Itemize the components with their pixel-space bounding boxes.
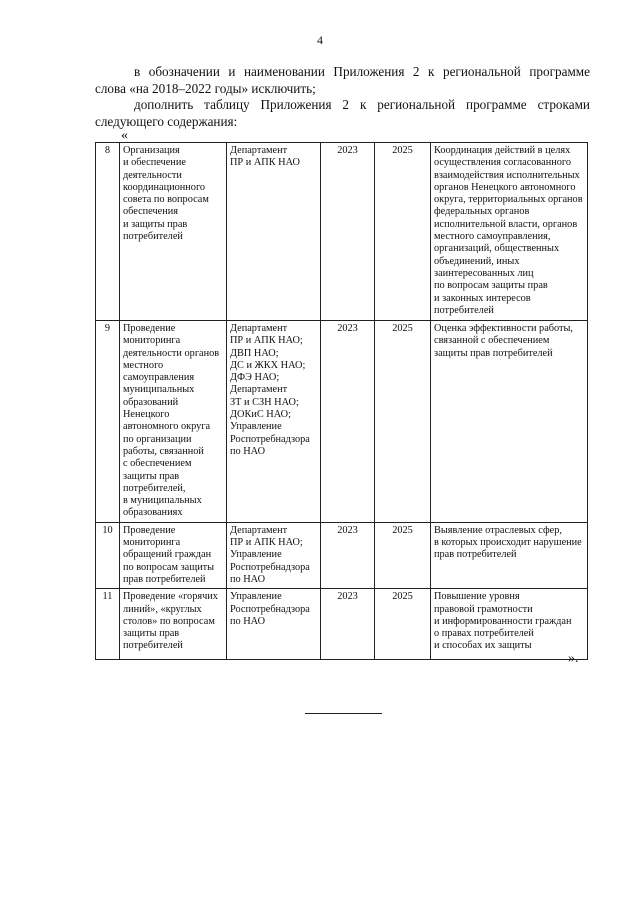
result-cell: Координация действий в целях осуществления согласованного взаимодействия исполнительных органов Ненецкого автономного округа, территориальных органов федеральных органов исполнительной власти, органов местного самоуправления, организаций, общественных объединений, иных заинтересованных лиц по вопросам защиты прав и законных интересов потребителей xyxy=(431,143,588,321)
table-row xyxy=(96,321,588,523)
result-cell: Повышение уровня правовой грамотности и информированности граждан о правах потребителей и способах их защиты xyxy=(431,589,588,660)
end-year-cell: 2025 xyxy=(375,143,431,321)
executor-cell: Управление Роспотребнадзора по НАО xyxy=(227,589,321,660)
paragraph-2-line-1: дополнить таблицу Приложения 2 к региональной программе строками xyxy=(134,97,590,112)
program-table xyxy=(95,142,588,660)
page-number: 4 xyxy=(317,33,323,47)
start-year-cell: 2023 xyxy=(321,522,375,588)
paragraph-2 xyxy=(95,96,590,130)
start-year-cell: 2023 xyxy=(321,321,375,523)
start-year-cell: 2023 xyxy=(321,143,375,321)
table-row xyxy=(96,589,588,660)
event-cell: Организация и обеспечение деятельности координационного совета по вопросам обеспечения и защиты прав потребителей xyxy=(120,143,227,321)
executor-cell: Департамент ПР и АПК НАО; Управление Роспотребнадзора по НАО xyxy=(227,522,321,588)
event-cell: Проведение «горячих линий», «круглых столов» по вопросам защиты прав потребителей xyxy=(120,589,227,660)
end-year-cell: 2025 xyxy=(375,321,431,523)
paragraph-1-line-1: в обозначении и наименовании Приложения 2 к региональной программе xyxy=(134,64,590,79)
event-cell: Проведение мониторинга деятельности органов местного самоуправления муниципальных образований Ненецкого автономного округа по организации работы, связанной с обеспечением защиты прав потребителей, в муниципальных образованиях xyxy=(120,321,227,523)
executor-cell: Департамент ПР и АПК НАО xyxy=(227,143,321,321)
row-number: 9 xyxy=(96,321,120,523)
program-table-body xyxy=(96,143,588,660)
executor-cell: Департамент ПР и АПК НАО; ДВП НАО; ДС и ЖКХ НАО; ДФЭ НАО; Департамент ЗТ и СЗН НАО; ДОКиС НАО; Управление Роспотребнадзора по НАО xyxy=(227,321,321,523)
result-cell: Оценка эффективности работы, связанной с обеспечением защиты прав потребителей xyxy=(431,321,588,523)
result-cell: Выявление отраслевых сфер, в которых происходит нарушение прав потребителей xyxy=(431,522,588,588)
row-number: 10 xyxy=(96,522,120,588)
start-year-cell: 2023 xyxy=(321,589,375,660)
end-rule xyxy=(305,713,382,714)
end-year-cell: 2025 xyxy=(375,589,431,660)
paragraph-2-rest: следующего содержания: xyxy=(95,114,238,129)
table-row xyxy=(96,143,588,321)
row-number: 11 xyxy=(96,589,120,660)
event-cell: Проведение мониторинга обращений граждан по вопросам защиты прав потребителей xyxy=(120,522,227,588)
closing-quote: ». xyxy=(568,651,579,666)
end-year-cell: 2025 xyxy=(375,522,431,588)
paragraph-1 xyxy=(95,63,590,97)
opening-quote: « xyxy=(121,128,128,143)
table-row xyxy=(96,522,588,588)
row-number: 8 xyxy=(96,143,120,321)
paragraph-1-rest: слова «на 2018–2022 годы» исключить; xyxy=(95,81,316,96)
